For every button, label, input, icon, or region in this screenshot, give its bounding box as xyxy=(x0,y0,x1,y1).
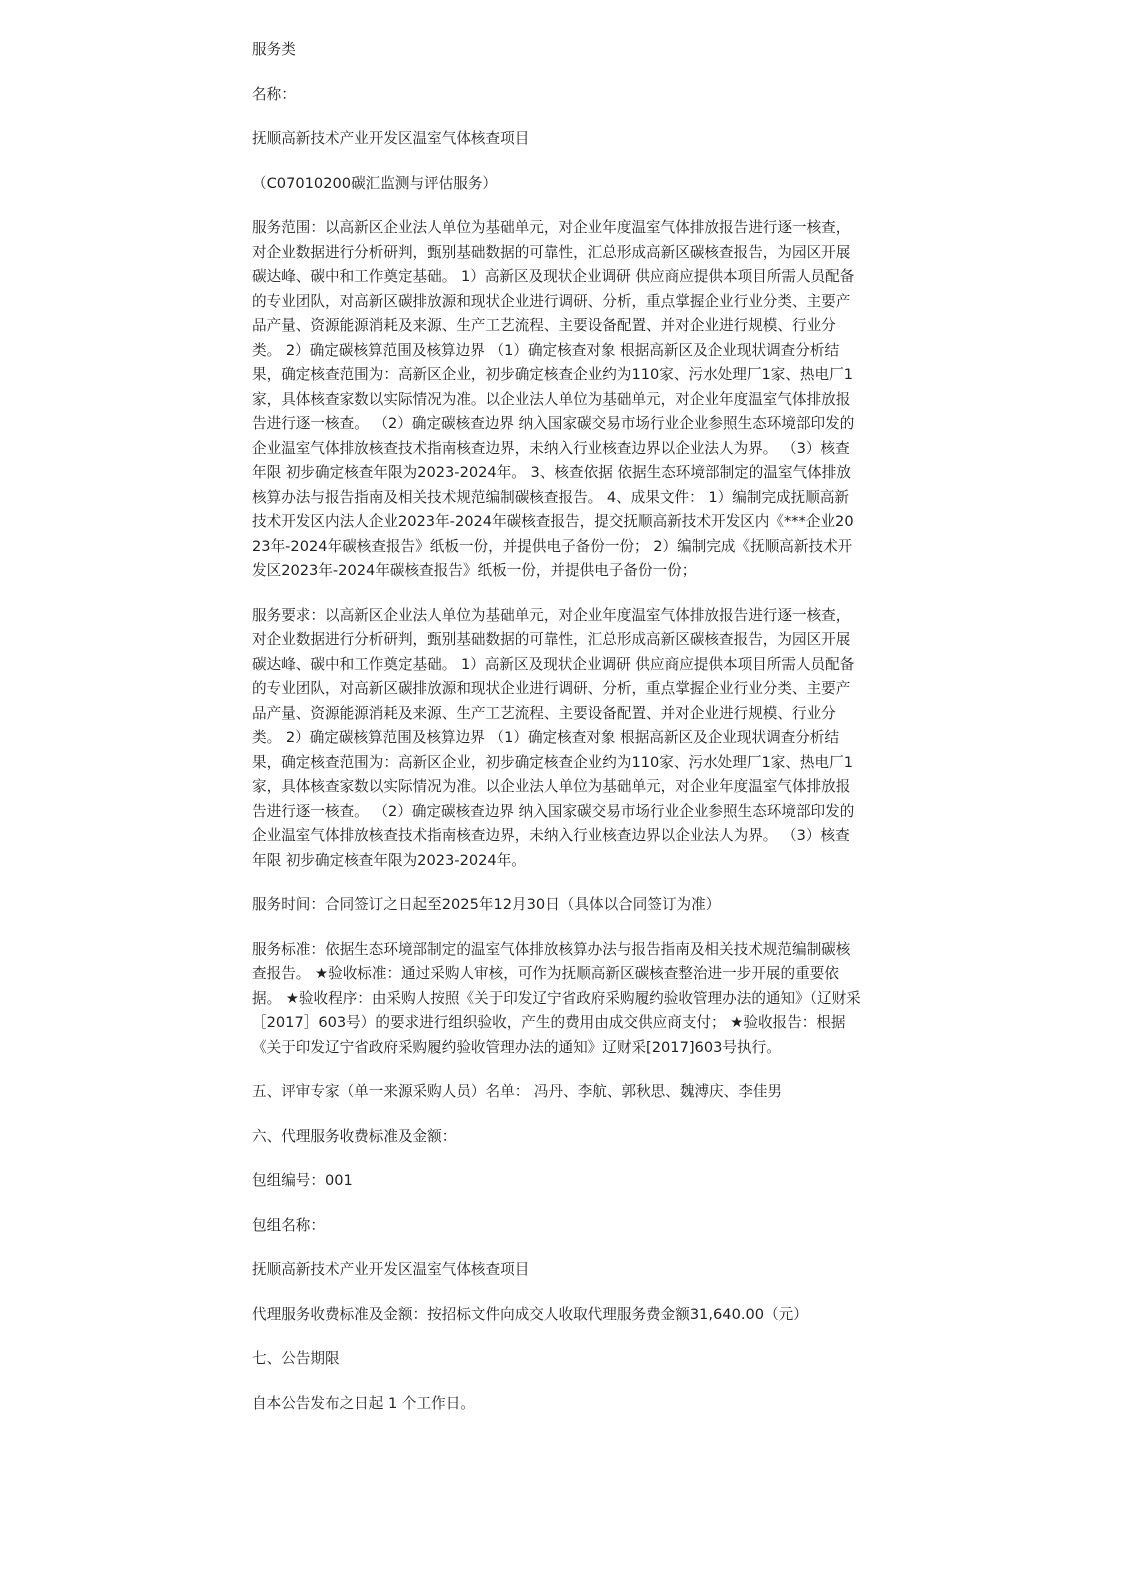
service-scope: 服务范围：以高新区企业法人单位为基础单元，对企业年度温室气体排放报告进行逐一核查，对企业数据进行分析研判，甄别基础数据的可靠性，汇总形成高新区碳核查报告，为园区开展碳达峰、碳中和工作奠定基础。 1）高新区及现状企业调研 供应商应提供本项目所需人员配备的专业团队，对高新区碳排放源和现状企业进行调研、分析，重点掌握企业行业分类、主要产品产量、资源能源消耗及来源、生产工艺流程、主要设备配置、并对企业进行规模、行业分类。 2）确定碳核算范围及核算边界 （1）确定核查对象 根据高新区及企业现状调查分析结果，确定核查范围为：高新区企业，初步确定核查企业约为110家、污水处理厂1家、热电厂1家，具体核查家数以实际情况为准。以企业法人单位为基础单元，对企业年度温室气体排放报告进行逐一核查。 （2）确定碳核查边界 纳入国家碳交易市场行业企业参照生态环境部印发的企业温室气体排放核查技术指南核查边界，未纳入行业核查边界以企业法人为界。 （3）核查年限 初步确定核查年限为2023-2024年。 3、核查依据 依据生态环境部制定的温室气体排放核算办法与报告指南及相关技术规范编制碳核查报告。 4、成果文件： 1）编制完成抚顺高新技术开发区内法人企业2023年-2024年碳核查报告，提交抚顺高新技术开发区内《***企业2023年-2024年碳核查报告》纸板一份，并提供电子备份一份； 2）编制完成《抚顺高新技术开发区2023年-2024年碳核查报告》纸板一份，并提供电子备份一份； xyxy=(252,219,855,579)
agency-fee-heading: 六、代理服务收费标准及金额： xyxy=(252,1127,457,1145)
service-standard: 服务标准：依据生态环境部制定的温室气体排放核算办法与报告指南及相关技术规范编制碳核查报告。 ★验收标准：通过采购人审核，可作为抚顺高新区碳核查整治进一步开展的重要依据。 ★验收程序：由采购人按照《关于印发辽宁省政府采购履约验收管理办法的通知》（辽财采［2017］603号）的要求进行组织验收，产生的费用由成交供应商支付； ★验收报告：根据《关于印发辽宁省政府采购履约验收管理办法的通知》辽财采[2017]603号执行。 xyxy=(252,940,861,1056)
notice-period-text: 自本公告发布之日起 1 个工作日。 xyxy=(252,1394,475,1412)
agency-fee-amount: 代理服务收费标准及金额：按招标文件向成交人收取代理服务费金额31,640.00（元） xyxy=(252,1305,808,1323)
category-label: 服务类 xyxy=(252,41,296,58)
service-time: 服务时间：合同签订之日起至2025年12月30日（具体以合同签订为准） xyxy=(252,896,721,913)
name-label: 名称： xyxy=(252,85,296,103)
notice-period-heading: 七、公告期限 xyxy=(252,1350,340,1367)
package-name-label: 包组名称： xyxy=(252,1216,325,1234)
review-experts: 五、评审专家（单一来源采购人员）名单： 冯丹、李航、郭秋思、魏溥庆、李佳男 xyxy=(252,1083,783,1100)
service-requirements: 服务要求：以高新区企业法人单位为基础单元，对企业年度温室气体排放报告进行逐一核查，对企业数据进行分析研判，甄别基础数据的可靠性，汇总形成高新区碳核查报告，为园区开展碳达峰、碳中和工作奠定基础。 1）高新区及现状企业调研 供应商应提供本项目所需人员配备的专业团队，对高新区碳排放源和现状企业进行调研、分析，重点掌握企业行业分类、主要产品产量、资源能源消耗及来源、生产工艺流程、主要设备配置、并对企业进行规模、行业分类。 2）确定碳核算范围及核算边界 （1）确定核查对象 根据高新区及企业现状调查分析结果，确定核查范围为：高新区企业，初步确定核查企业约为110家、污水处理厂1家、热电厂1家，具体核查家数以实际情况为准。以企业法人单位为基础单元，对企业年度温室气体排放报告进行逐一核查。 （2）确定碳核查边界 纳入国家碳交易市场行业企业参照生态环境部印发的企业温室气体排放核查技术指南核查边界，未纳入行业核查边界以企业法人为界。 （3）核查年限 初步确定核查年限为2023-2024年。 xyxy=(252,606,855,869)
catalog-code: （C07010200碳汇监测与评估服务） xyxy=(252,174,498,192)
document-body xyxy=(252,38,862,1436)
package-name: 抚顺高新技术产业开发区温室气体核查项目 xyxy=(252,1261,530,1278)
project-name: 抚顺高新技术产业开发区温室气体核查项目 xyxy=(252,130,530,147)
package-number: 包组编号：001 xyxy=(252,1172,353,1189)
